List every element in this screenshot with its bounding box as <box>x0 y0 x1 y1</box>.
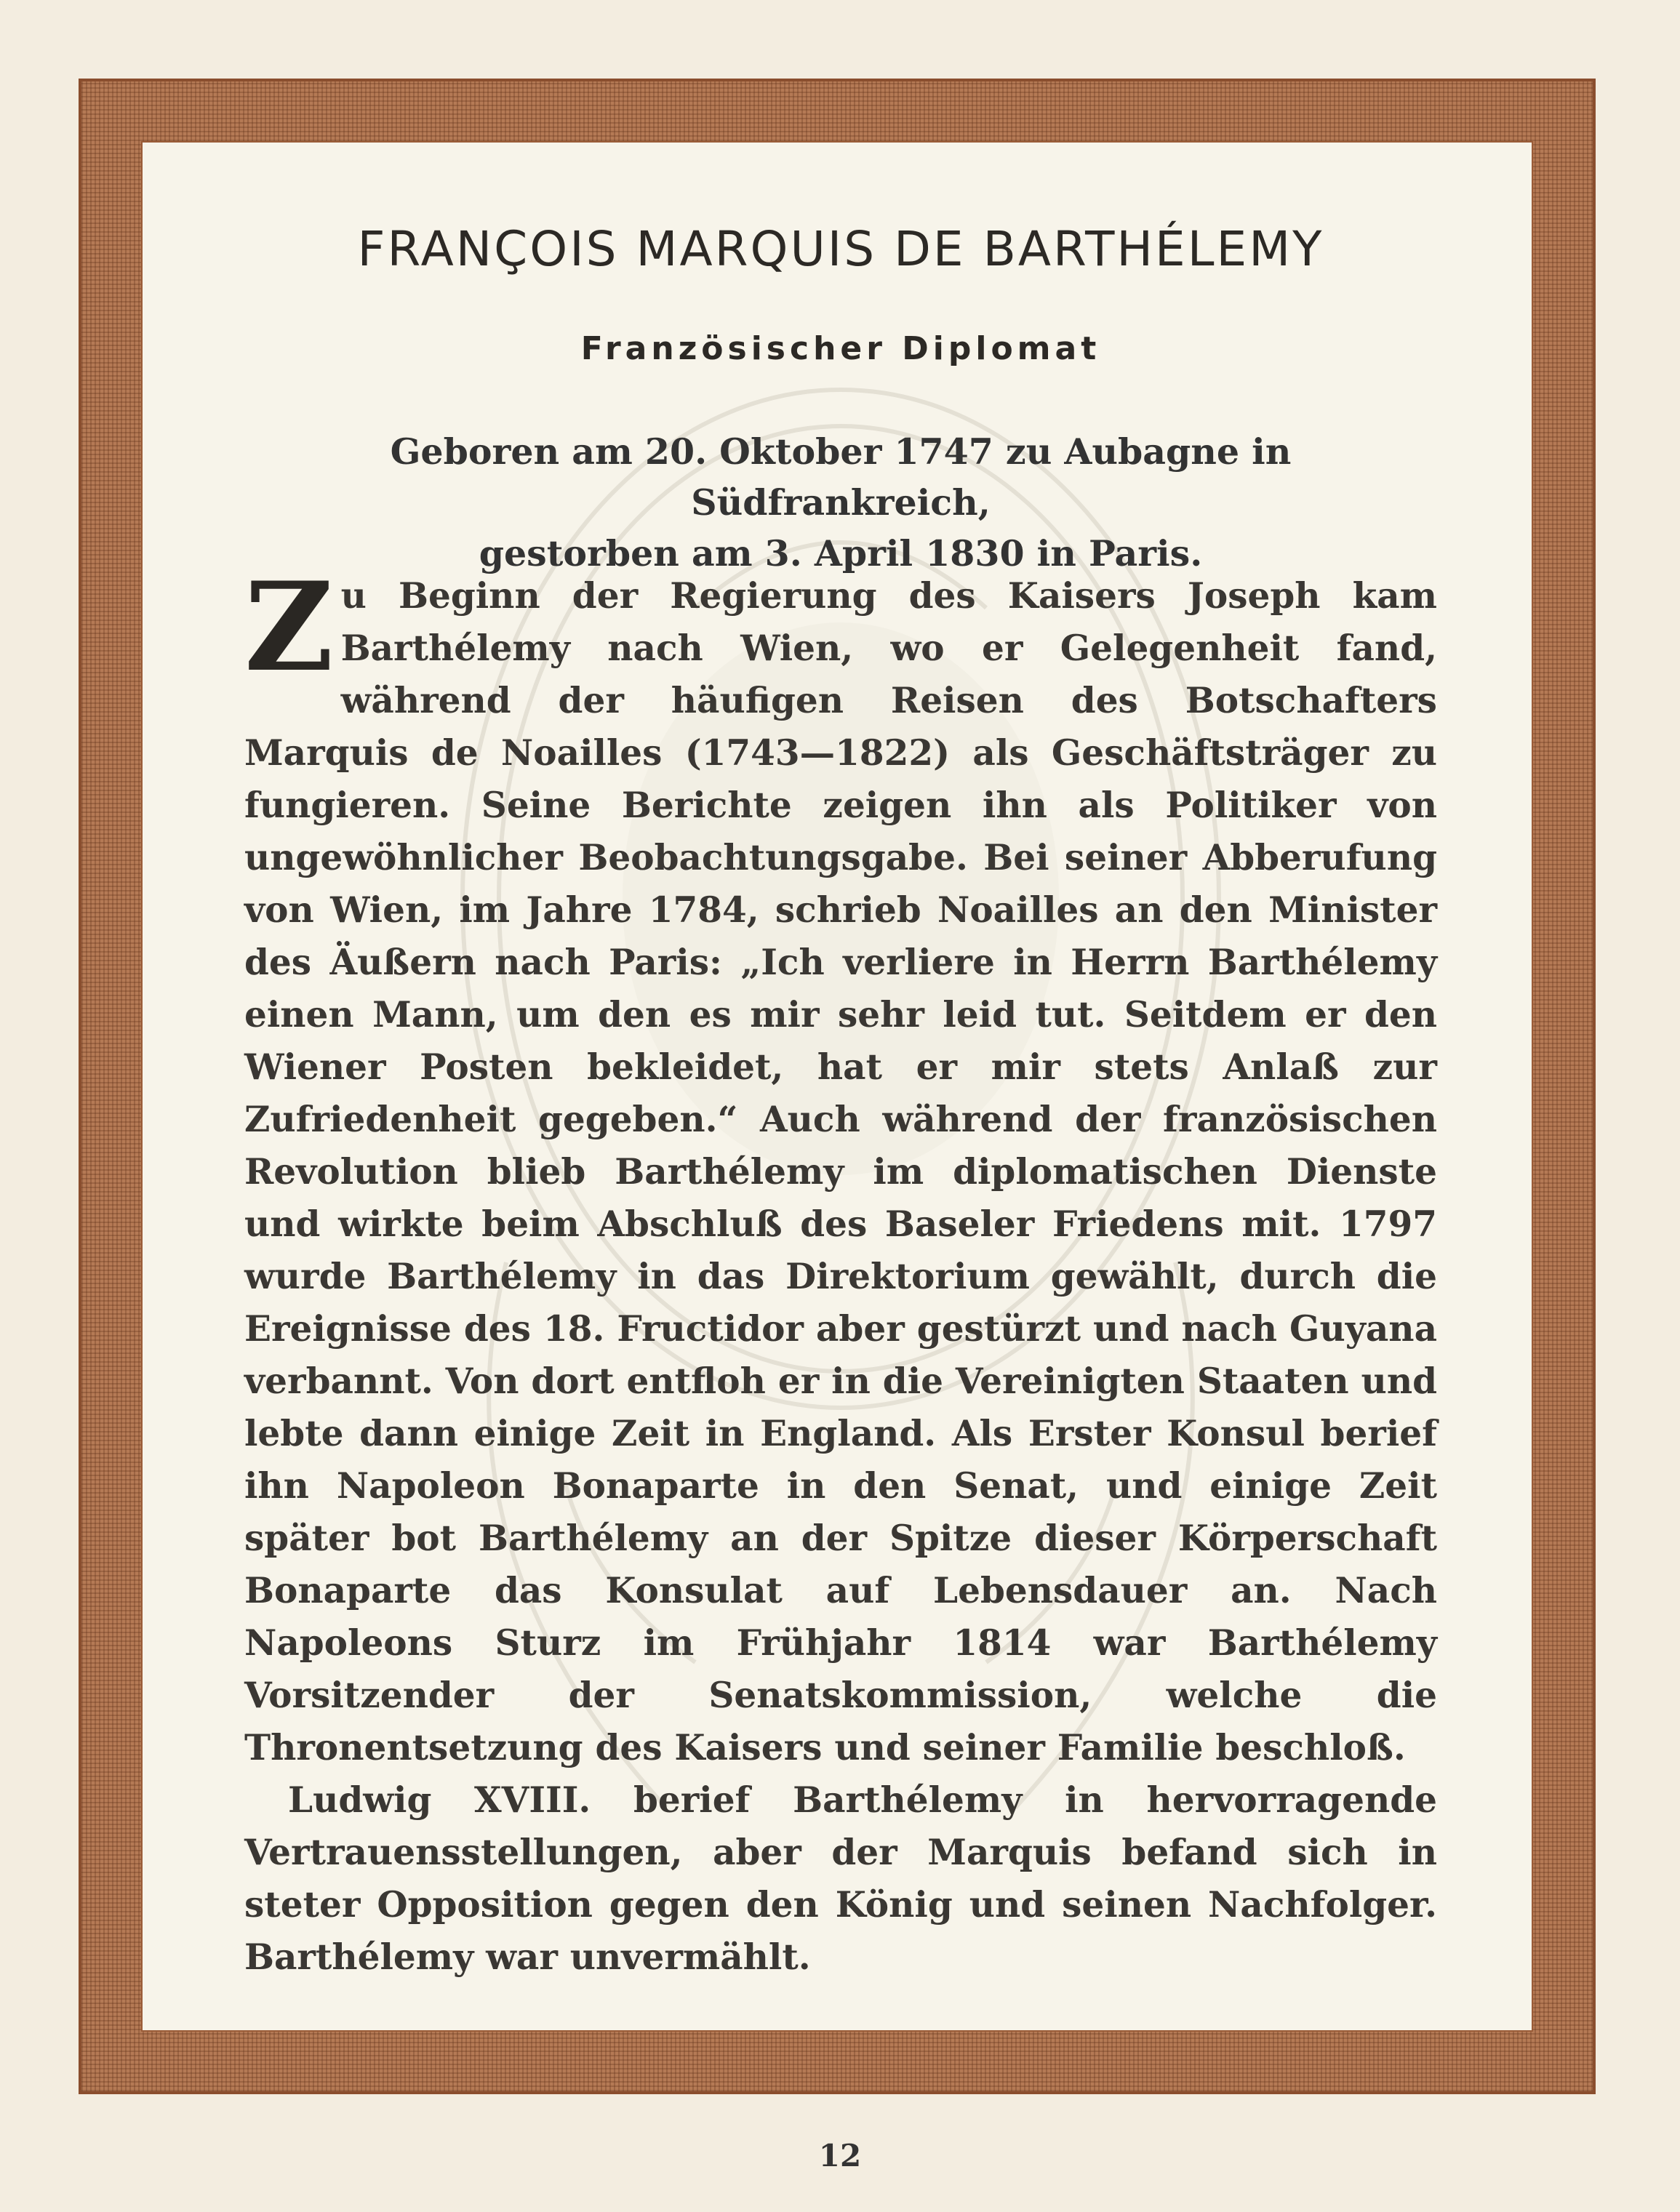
biography-text <box>244 555 1437 1984</box>
paragraph-1 <box>244 555 1437 1774</box>
paragraph-2: Ludwig XVIII. berief Barthélemy in hervorragende Vertrauensstellungen, aber der Marquis befand sich in steter Opposition gegen den König und seinen Nachfolger. Barthélemy war unvermählt. <box>244 1779 1437 1978</box>
page-panel <box>143 143 1532 2030</box>
page-title: FRANÇOIS MARQUIS DE BARTHÉLEMY <box>357 221 1324 277</box>
birth-line: Geboren am 20. Oktober 1747 zu Aubagne in Südfrankreich, <box>390 430 1292 524</box>
paragraph-1-text: u Beginn der Regierung des Kaisers Joseph kam Barthélemy nach Wien, wo er Gelegenheit fand, während der häufigen Reisen des Botschafters Marquis de Noailles (1743—1822) als Geschäftsträger zu fungieren. Seine Berichte zeigen ihn als Politiker von ungewöhnlicher Beobachtungsgabe. Bei seiner Abberufung von Wien, im Jahre 1784, schrieb Noailles an den Minister des Äußern nach Paris: „Ich verliere in Herrn Barthélemy einen Mann, um den es mir sehr leid tut. Seitdem er den Wiener Posten bekleidet, hat er mir stets Anlaß zur Zufriedenheit gegeben.“ Auch während der französischen Revolution blieb Barthélemy im diplomatischen Dienste und wirkte beim Abschluß des Baseler Friedens mit. 1797 wurde Barthélemy in das Direktorium gewählt, durch die Ereignisse des 18. Fructidor aber gestürzt und nach Guyana verbannt. Von dort entfloh er in die Vereinigten Staaten und lebte dann einige Zeit in England. Als Erster Konsul berief ihn Napoleon Bonaparte in den Senat, und einige Zeit später bot Barthélemy an der Spitze dieser Körperschaft Bonaparte das Konsulat auf Lebensdauer an. Nach Napoleons Sturz im Frühjahr 1814 war Barthélemy Vorsitzender der Senatskommission, welche die Thronentsetzung des Kaisers und seiner Familie beschloß. <box>244 575 1437 1768</box>
drop-cap: Z <box>244 555 334 699</box>
page-number: 12 <box>818 2138 862 2173</box>
birth-death-dates <box>244 426 1437 579</box>
subtitle: Französischer Diplomat <box>580 330 1101 367</box>
death-line: gestorben am 3. April 1830 in Paris. <box>479 532 1203 574</box>
